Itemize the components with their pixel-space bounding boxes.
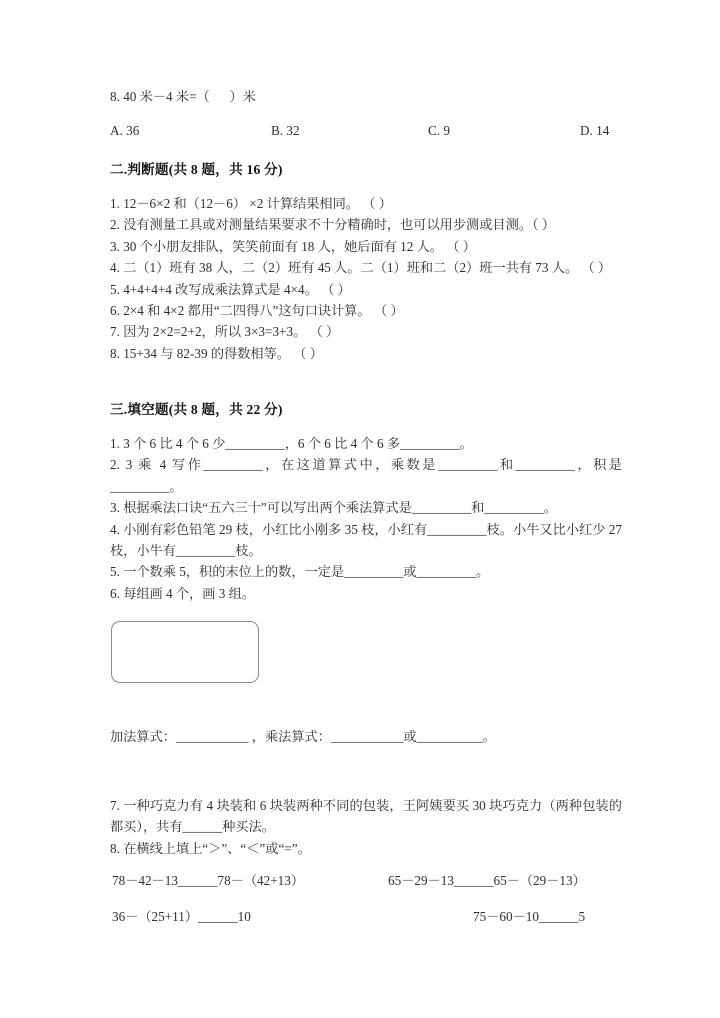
fill-question-4: 4. 小刚有彩色铅笔 29 枝，小红比小刚多 35 枝，小红有_________枝。小牛又比小红少 27 枝，小牛有_________枝。 [110,521,622,559]
fill-question-8: 8. 在横线上填上“＞”、“＜”或“=”。 [110,840,311,856]
fill-question-7: 7. 一种巧克力有 4 块装和 6 块装两种不同的包装，王阿姨要买 30 块巧克力（两种包装的都买），共有______种买法。 [110,798,622,835]
choice-option-b[interactable]: B. 32 [271,123,300,138]
section-two-title: 二.判断题(共 8 题，共 16 分) [110,162,283,177]
choice-option-a[interactable]: A. 36 [110,123,140,138]
section-three-question-list-bottom [110,795,622,859]
question-8-stem: 8. 40 米－4 米=（ ）米 [110,89,256,104]
judge-question-3: 3. 30 个小朋友排队，笑笑前面有 18 人，她后面有 12 人。 （ ） [110,238,476,254]
fill-question-1: 1. 3 个 6 比 4 个 6 少_________，6 个 6 比 4 个 6 多_________。 [110,436,473,451]
section-three-question-list-top [110,433,622,604]
choice-option-c[interactable]: C. 9 [428,123,450,138]
fill-question-2: 2. 3 乘 4 写作_________，在这道算式中，乘数是_________和_________，积是_________。 [110,457,622,494]
judge-question-5: 5. 4+4+4+4 改写成乘法算式是 4×4。 （ ） [110,281,351,297]
section-two-question-list [110,193,622,364]
judge-question-8: 8. 15+34 与 82-39 的得数相等。 （ ） [110,345,323,361]
drawing-answer-box[interactable] [111,621,259,683]
comparison-expression-1a[interactable]: 78－42－13______78－（42+13） [112,873,305,888]
section-three-title: 三.填空题(共 8 题，共 22 分) [110,402,283,417]
choice-option-d[interactable]: D. 14 [580,123,610,138]
judge-question-2: 2. 没有测量工具或对测量结果要求不十分精确时，也可以用步测或目测。（ ） [110,217,556,233]
comparison-expression-2a[interactable]: 36－（25+11）______10 [112,909,251,924]
fill-question-5: 5. 一个数乘 5，积的末位上的数，一定是_________或_________。 [110,564,490,580]
comparison-expression-2b[interactable]: 75－60－10______5 [473,909,586,924]
fill-question-3: 3. 根据乘法口诀“五六三十”可以写出两个乘法算式是_________和_________。 [110,500,557,516]
fill-question-6: 6. 每组画 4 个，画 3 组。 [110,585,256,601]
judge-question-7: 7. 因为 2×2=2+2，所以 3×3=3+3。 （ ） [110,324,340,340]
formula-fill-line[interactable]: 加法算式：___________ ，乘法算式：___________或__________。 [110,729,496,744]
comparison-expression-1b[interactable]: 65－29－13______65－（29－13） [388,873,586,888]
judge-question-4: 4. 二（1）班有 38 人，二（2）班有 45 人。二（1）班和二（2）班一共有 73 人。 （ ） [110,260,612,276]
judge-question-6: 6. 2×4 和 4×2 都用“二四得八”这句口诀计算。 （ ） [110,303,404,319]
judge-question-1: 1. 12－6×2 和（12－6） ×2 计算结果相同。 （ ） [110,196,392,211]
